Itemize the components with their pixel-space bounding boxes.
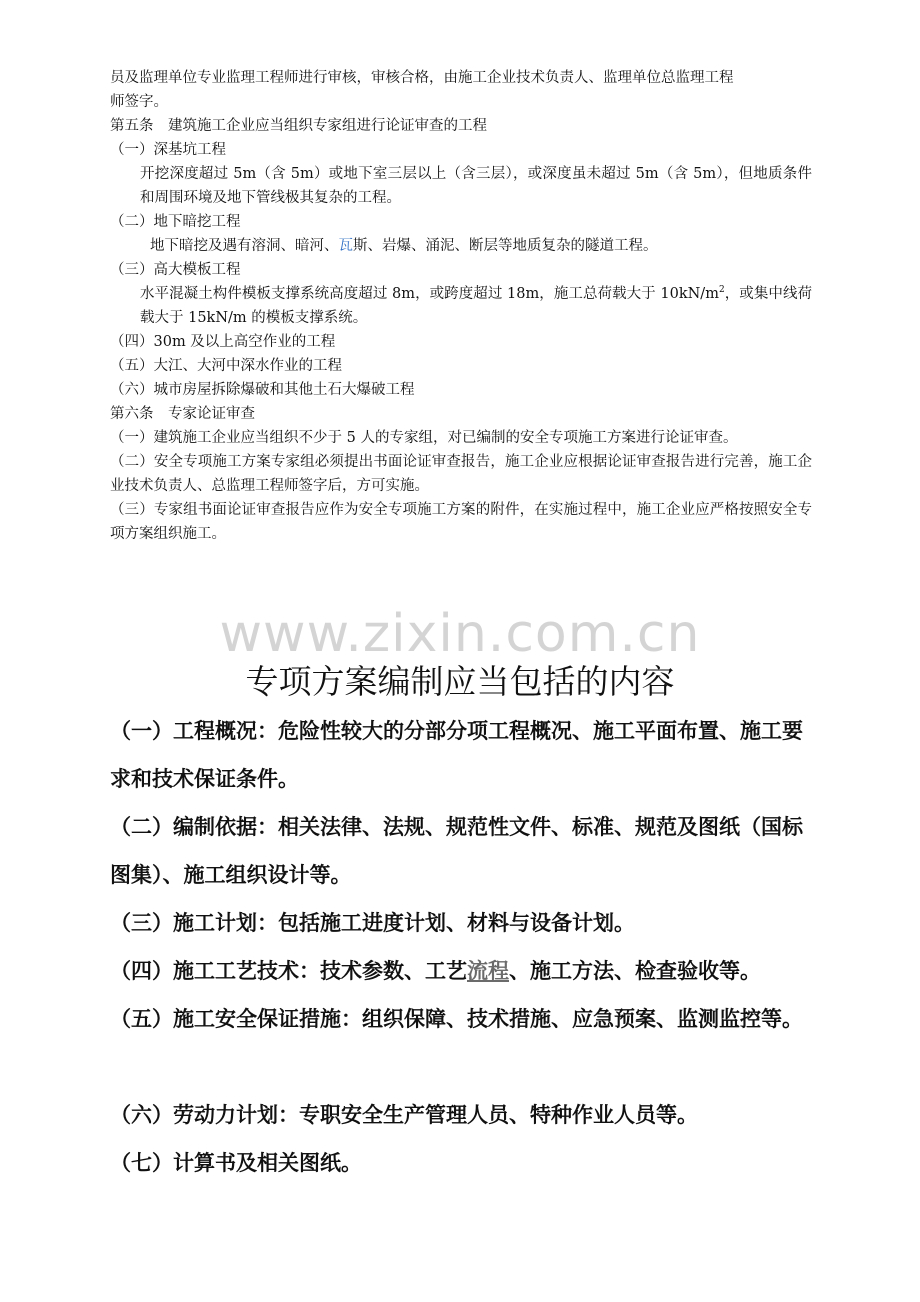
intro-line-1: 员及监理单位专业监理工程师进行审核，审核合格，由施工企业技术负责人、监理单位总监理工程: [110, 70, 734, 86]
unit-superscript: 2: [718, 285, 725, 296]
plan-item-5: （五）施工安全保证措施：组织保障、技术措施、应急预案、监测监控等。: [110, 1007, 803, 1031]
article-6-item-1: （一）建筑施工企业应当组织不少于 5 人的专家组，对已编制的安全专项施工方案进行论证审查。: [110, 430, 738, 446]
article-6-title: 第六条 专家论证审查: [110, 406, 255, 422]
item-3-body-text-a: 水平混凝土构件模板支撑系统高度超过 8m，或跨度超过 18m，施工总荷载大于 10kN/m: [140, 286, 719, 302]
article-5-item-4: （四）30m 及以上高空作业的工程: [110, 334, 336, 350]
item-2-body-text-a: 地下暗挖及遇有溶洞、暗河、: [150, 238, 339, 254]
article-5-item-3-body: [110, 282, 812, 330]
article-5-item-3-heading: （三）高大模板工程: [110, 262, 241, 278]
item-3-body-text-b: ，或集中线荷载大于 15kN/m 的模板支撑系统。: [140, 286, 813, 326]
plan-item-4-text-b: 、施工方法、检查验收等。: [509, 959, 761, 983]
plan-item-4: [110, 947, 812, 995]
article-5-item-2-body: [110, 234, 812, 258]
article-5-item-6: （六）城市房屋拆除爆破和其他土石大爆破工程: [110, 382, 415, 398]
plan-item-4-text-a: （四）施工工艺技术：技术参数、工艺: [110, 959, 467, 983]
plan-item-3: （三）施工计划：包括施工进度计划、材料与设备计划。: [110, 911, 635, 935]
item-2-body-text-b: 斯、岩爆、涌泥、断层等地质复杂的隧道工程。: [353, 238, 658, 254]
article-6-item-2: （二）安全专项施工方案专家组必须提出书面论证审查报告，施工企业应根据论证审查报告进行完善，施工企业技术负责人、总监理工程师签字后，方可实施。: [110, 454, 812, 494]
article-5-item-1-heading: （一）深基坑工程: [110, 142, 226, 158]
plan-item-7: （七）计算书及相关图纸。: [110, 1151, 362, 1175]
article-5-item-5: （五）大江、大河中深水作业的工程: [110, 358, 342, 374]
plan-item-1: （一）工程概况：危险性较大的分部分项工程概况、施工平面布置、施工要求和技术保证条件。: [110, 719, 803, 791]
highlight-char: 瓦: [338, 238, 353, 254]
article-5-title: 第五条 建筑施工企业应当组织专家组进行论证审查的工程: [110, 118, 487, 134]
article-5-item-1-body: 开挖深度超过 5m（含 5m）或地下室三层以上（含三层），或深度虽未超过 5m（含 5m），但地质条件和周围环境及地下管线极其复杂的工程。: [140, 166, 812, 206]
plan-item-2: （二）编制依据：相关法律、法规、规范性文件、标准、规范及图纸（国标图集）、施工组织设计等。: [110, 815, 803, 887]
article-5-item-2-heading: （二）地下暗挖工程: [110, 214, 241, 230]
intro-line-2: 师签字。: [110, 94, 168, 110]
article-6-item-3: （三）专家组书面论证审查报告应作为安全专项施工方案的附件，在实施过程中，施工企业应严格按照安全专项方案组织施工。: [110, 502, 812, 542]
process-link[interactable]: 流程: [467, 959, 509, 983]
watermark: www.zixin.com.cn: [219, 604, 701, 664]
plan-item-6: （六）劳动力计划：专职安全生产管理人员、特种作业人员等。: [110, 1103, 698, 1127]
plan-title: 专项方案编制应当包括的内容: [245, 662, 675, 701]
